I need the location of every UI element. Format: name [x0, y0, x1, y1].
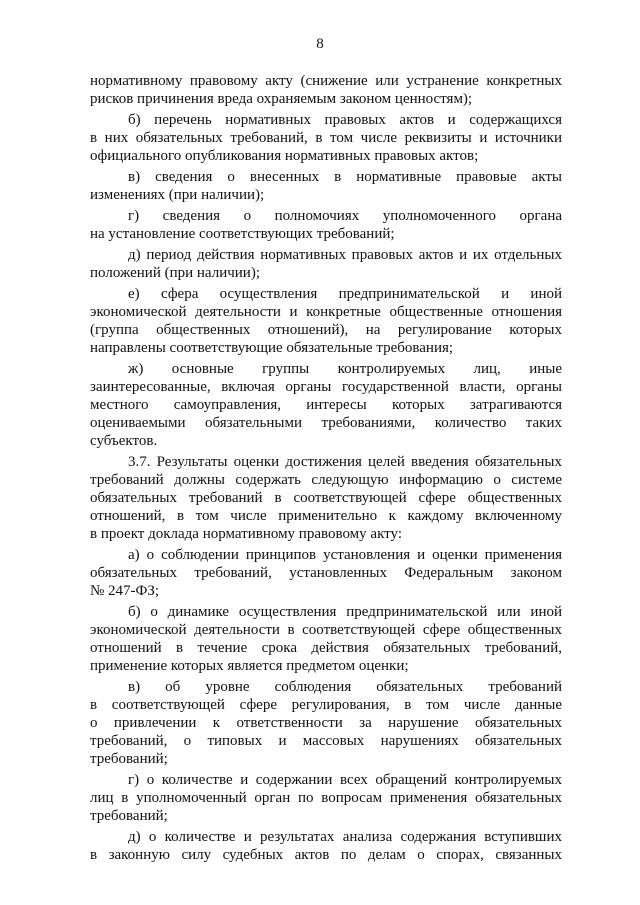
- text-line: на установление соответствующих требований;: [90, 226, 395, 242]
- text-line: экономической деятельности и конкретные общественные отношения: [90, 304, 562, 320]
- text-line: оцениваемыми обязательными требованиями, количество таких: [90, 415, 562, 431]
- text-line: (группа общественных отношений), на регулирование которых: [90, 322, 562, 338]
- text-line: г) о количестве и содержании всех обращений контролируемых: [128, 772, 562, 788]
- text-line: положений (при наличии);: [90, 265, 260, 281]
- text-line: обязательных требований в соответствующей сфере общественных: [90, 490, 562, 506]
- text-line: нормативному правовому акту (снижение или устранение конкретных: [90, 73, 562, 89]
- text-line: в соответствующей сфере регулирования, в том числе данные: [90, 697, 562, 713]
- text-line: заинтересованные, включая органы государственной власти, органы: [90, 379, 562, 395]
- text-line: г) сведения о полномочиях уполномоченного органа: [128, 208, 562, 224]
- text-line: требований;: [90, 751, 168, 767]
- text-line: в законную силу судебных актов по делам о спорах, связанных: [90, 847, 562, 863]
- text-line: № 247-ФЗ;: [90, 583, 160, 599]
- text-line: субъектов.: [90, 433, 158, 449]
- text-line: местного самоуправления, интересы которых затрагиваются: [90, 397, 562, 413]
- text-line: в) сведения о внесенных в нормативные правовые акты: [128, 169, 562, 185]
- text-line: изменениях (при наличии);: [90, 187, 265, 203]
- document-text: [90, 72, 562, 864]
- text-line: д) о количестве и результатах анализа содержания вступивших: [128, 829, 562, 845]
- text-line: официального опубликования нормативных правовых актов;: [90, 148, 479, 164]
- text-line: о привлечении к ответственности за нарушение обязательных: [90, 715, 562, 731]
- text-line: требований, о типовых и массовых нарушениях обязательных: [90, 733, 562, 749]
- text-line: 3.7. Результаты оценки достижения целей введения обязательных: [128, 454, 562, 470]
- text-line: обязательных требований, установленных Федеральным законом: [90, 565, 562, 581]
- text-line: направлены соответствующие обязательные требования;: [90, 340, 454, 356]
- text-line: ж) основные группы контролируемых лиц, иные: [128, 361, 562, 377]
- text-line: а) о соблюдении принципов установления и оценки применения: [128, 547, 562, 563]
- text-line: е) сфера осуществления предпринимательской и иной: [128, 286, 562, 302]
- text-line: требований;: [90, 808, 168, 824]
- text-line: экономической деятельности в соответствующей сфере общественных: [90, 622, 562, 638]
- text-line: отношений, в том числе применительно к каждому включенному: [90, 508, 562, 524]
- text-line: рисков причинения вреда охраняемым законом ценностям);: [90, 91, 473, 107]
- text-line: лиц в уполномоченный орган по вопросам применения обязательных: [90, 790, 562, 806]
- text-line: д) период действия нормативных правовых актов и их отдельных: [128, 247, 562, 263]
- text-line: в) об уровне соблюдения обязательных требований: [128, 679, 562, 695]
- text-line: отношений в течение срока действия обязательных требований,: [90, 640, 562, 656]
- text-line: б) перечень нормативных правовых актов и содержащихся: [128, 112, 562, 128]
- text-line: б) о динамике осуществления предпринимательской или иной: [128, 604, 562, 620]
- page-number: 8: [316, 36, 324, 52]
- text-line: требований должны содержать следующую информацию о системе: [90, 472, 562, 488]
- text-line: в проект доклада нормативному правовому акту:: [90, 526, 402, 542]
- text-line: применение которых является предметом оценки;: [90, 658, 409, 674]
- text-line: в них обязательных требований, в том числе реквизиты и источники: [90, 130, 562, 146]
